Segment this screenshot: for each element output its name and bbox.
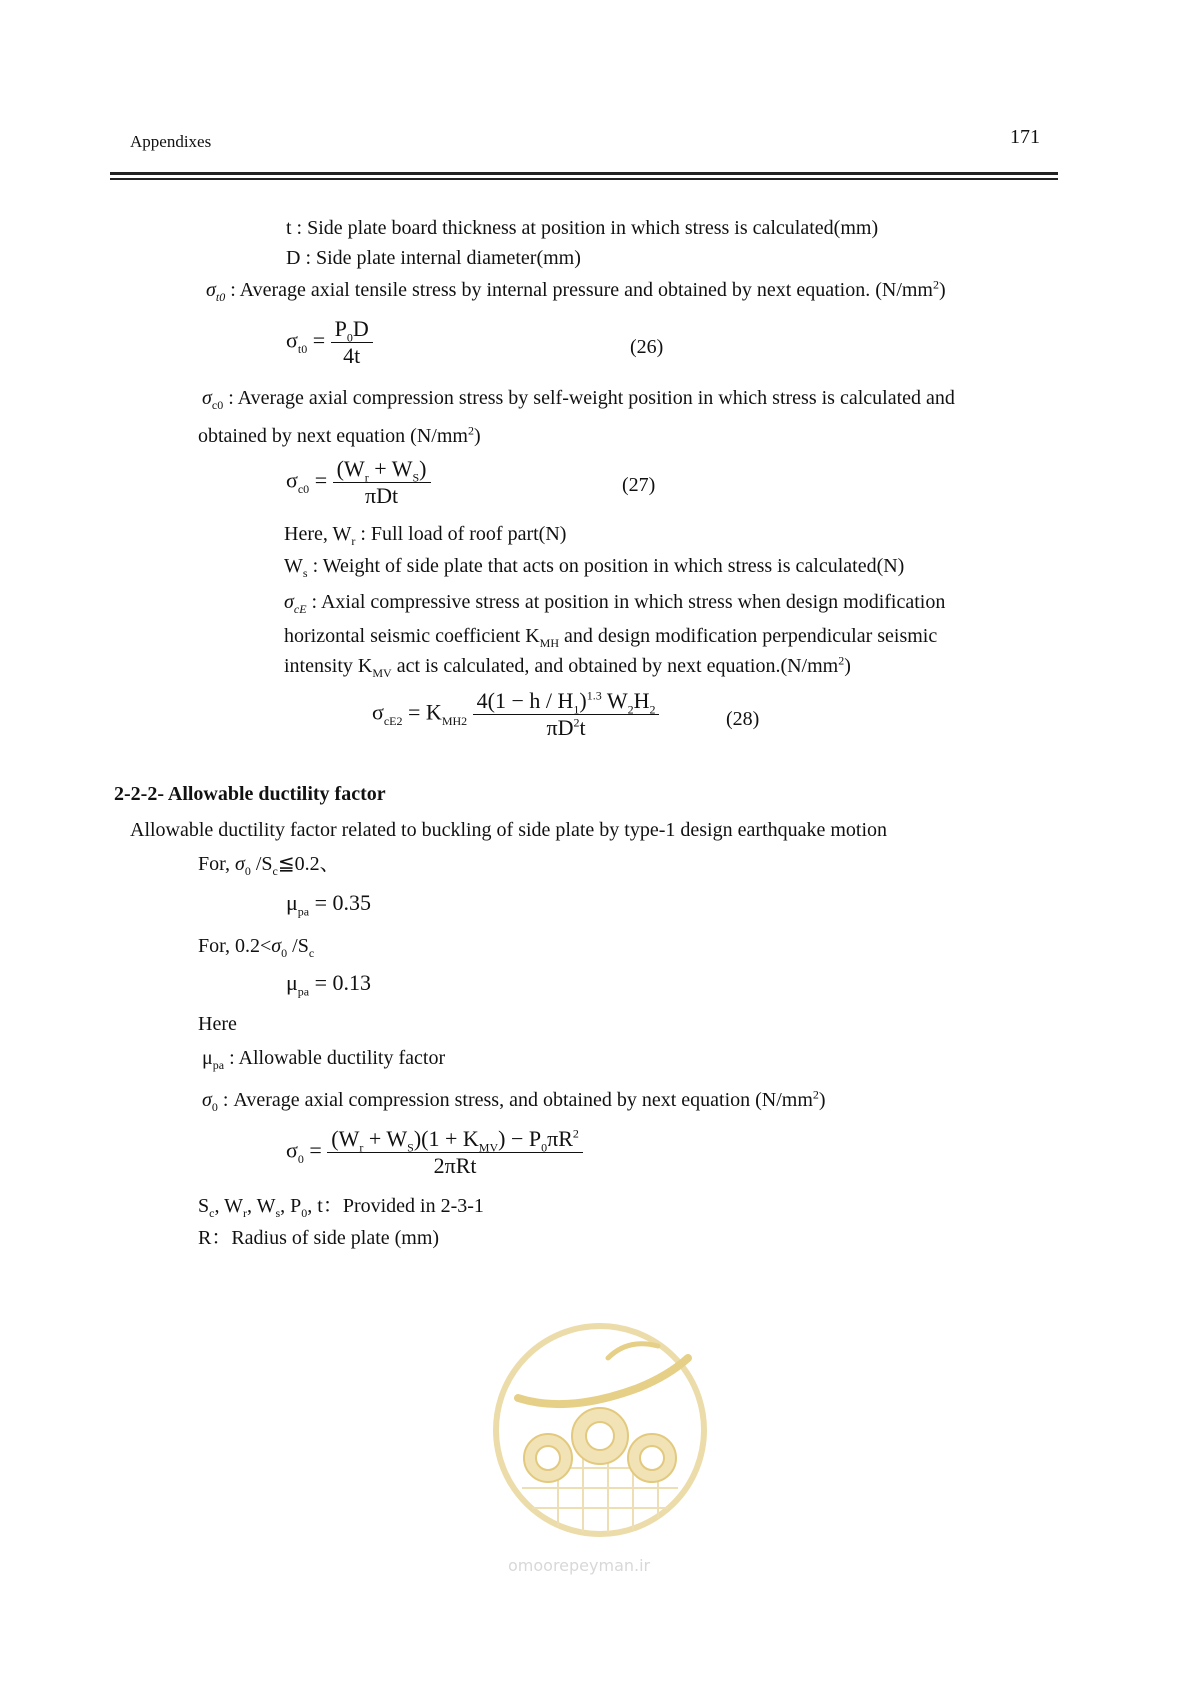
radius-line: R：Radius of side plate (mm)	[198, 1227, 440, 1249]
eq26-fraction	[331, 316, 373, 369]
running-title: Appendixes	[130, 132, 212, 151]
watermark-url: omoorepeyman.ir	[508, 1556, 651, 1575]
mu-pa-equation-2: $\mu_{pa} = 0.13$	[286, 970, 372, 999]
def-wr: Here, $W_r$ : Full load of roof part(N)	[284, 523, 567, 548]
equation-28: $\sigma_{cE2} = K_{MH2}$ $\frac{4(1 - h / H_1)^{1.3} W_2H_2}{\pi D^2t}$	[372, 688, 659, 741]
eq26-numerator: $P_0D$	[331, 316, 373, 343]
sigma0-denominator: 2πRt	[433, 1153, 477, 1178]
def-D: D : Side plate internal diameter(mm)	[286, 247, 581, 269]
eq26-denominator: 4t	[343, 343, 361, 368]
page-number: 171	[1010, 126, 1040, 148]
def-sigma-c0	[202, 386, 955, 410]
equation-27-number: (27)	[622, 474, 656, 496]
section-heading: 2-2-2- Allowable ductility factor	[114, 783, 386, 805]
eq27-lhs: σ	[286, 467, 298, 493]
def-sigma-0: $\sigma_0$ : Average axial compression stress, and obtained by next equation $(N/mm^2)$	[202, 1087, 826, 1114]
equation-sigma-0: $\sigma_0$ = $\frac{(W_r + W_S)(1 + K_{MV}) - P_0\pi R^2}{\text{2πRt}}$	[286, 1126, 583, 1179]
sigma-subscript: t0	[215, 290, 226, 304]
def-sigma-c0-cont: obtained by next equation $(N/mm^2)$	[198, 423, 481, 447]
mu-pa-equation-1: $\mu_{pa} = 0.35$	[286, 890, 372, 919]
condition-1: For, $\sigma_0$ $/S_c≦0.2$、	[198, 853, 340, 878]
equation-26-number: (26)	[630, 336, 664, 358]
provided-line: $S_c$, $W_r$, $W_s$, $P_0$, t：Provided in 2-3-1	[198, 1195, 484, 1220]
eq28-fraction	[473, 688, 660, 741]
equation-26	[286, 316, 373, 369]
header-rule-thick	[110, 172, 1058, 175]
sigma0-fraction	[327, 1126, 583, 1179]
eq26-lhs-sub: t0	[297, 341, 308, 356]
sigma-subscript: c0	[211, 398, 224, 412]
eq28-denominator: $\pi D^2t$	[546, 715, 586, 740]
eq27-lhs-sub: c0	[297, 481, 310, 496]
header-rule-thin	[110, 178, 1058, 180]
def-sigma-ce-line3: intensity $K_{MV}$ act is calculated, and obtained by next $equation.(N/mm^2)$	[284, 653, 851, 680]
eq27-equals: =	[309, 467, 333, 493]
equation-28-number: (28)	[726, 708, 760, 730]
def-sigma-ce: $\sigma_{cE}$ : Axial compressive stress at position in which stress when design modification	[284, 591, 946, 616]
eq27-fraction	[333, 456, 431, 509]
def-t: t : Side plate board thickness at position in which stress is calculated(mm)	[286, 217, 879, 239]
def-ws: $W_s$ : Weight of side plate that acts on position in which stress is calculated(N)	[284, 555, 905, 580]
def-sigma-ce-line2: horizontal seismic coefficient $K_{MH}$ and design modification perpendicular seismic	[284, 625, 938, 650]
logo-emblem-icon	[488, 1318, 712, 1548]
equation-27	[286, 456, 431, 509]
sigma-t0-close: )	[938, 279, 946, 301]
eq26-lhs: σ	[286, 327, 298, 353]
def-mu-pa: $\mu_{pa}$ : Allowable ductility factor	[202, 1047, 446, 1072]
sigma-t0-description: : Average axial tensile stress by internal pressure and obtained by next equation. (N/mm	[230, 279, 933, 301]
sigma-symbol: σ	[202, 387, 212, 409]
eq26-equals: =	[307, 327, 331, 353]
def-sigma-t0: $\sigma_{t0}$ : Average axial tensile stress by internal pressure and obtained by next equation. $(N/mm^2)$	[206, 277, 946, 304]
eq27-numerator: $(W_r + W_S)$	[333, 456, 431, 483]
sigma0-numerator: $(W_r + W_S)(1 + K_{MV}) - P_0\pi R^2$	[327, 1126, 583, 1153]
condition-2: For, $0.2<\sigma_0$ $/S_c$	[198, 935, 315, 960]
here-label: Here	[198, 1013, 237, 1035]
sigma-c0-cont-text: obtained by next equation (N/mm	[198, 425, 468, 447]
watermark-logo	[488, 1318, 712, 1548]
section-intro: Allowable ductility factor related to buckling of side plate by type-1 design earthquake motion	[130, 819, 888, 841]
sigma-c0-description: : Average axial compression stress by self-weight position in which stress is calculated and	[228, 387, 955, 409]
sigma-c0-close: )	[473, 425, 481, 447]
eq27-denominator: πDt	[365, 483, 399, 508]
sigma-symbol: σ	[206, 279, 216, 301]
eq28-numerator: $4(1 - h / H_1)^{1.3}$ $W_2H_2$	[473, 688, 660, 715]
